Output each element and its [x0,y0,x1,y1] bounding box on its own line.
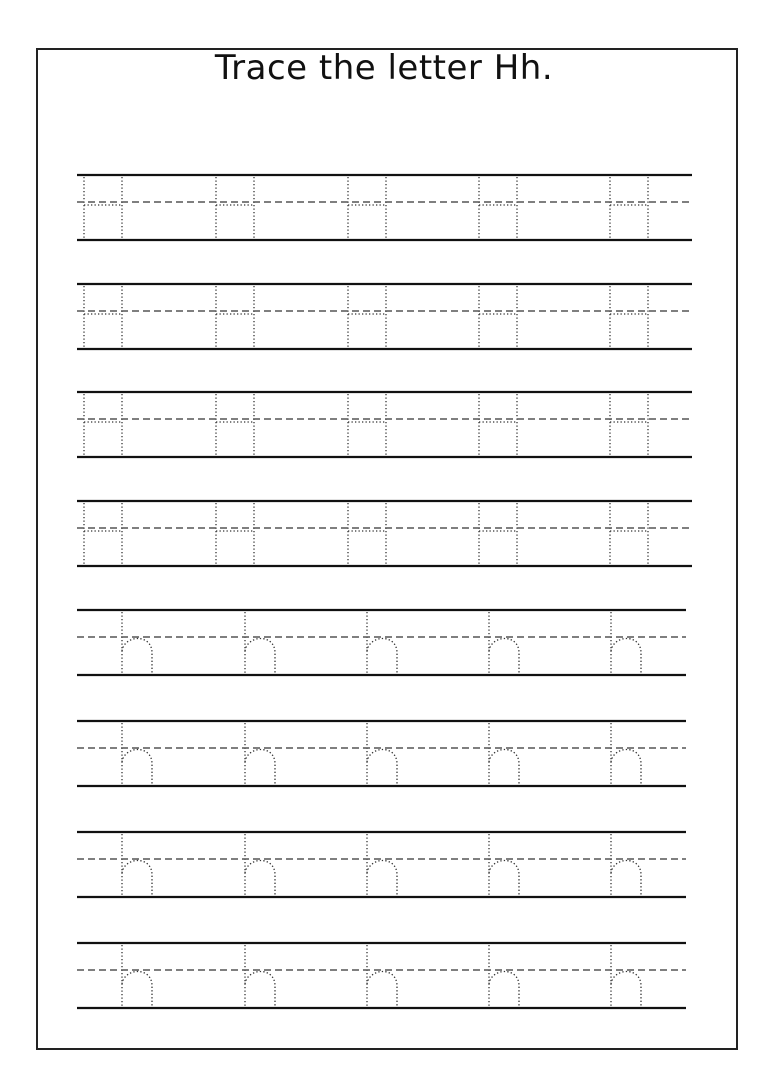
lowercase-row [77,943,686,1008]
uppercase-row [77,175,692,240]
uppercase-row [77,284,692,349]
trace-uppercase-H [216,394,254,455]
trace-lowercase-h [611,612,641,673]
trace-lowercase-h [245,723,275,784]
trace-uppercase-H [479,177,517,238]
trace-lowercase-h [245,612,275,673]
trace-uppercase-H [348,503,386,564]
trace-lowercase-h [367,723,397,784]
trace-uppercase-H [479,394,517,455]
trace-uppercase-H [216,177,254,238]
worksheet-title: Trace the letter Hh. [214,48,554,88]
trace-lowercase-h [489,834,519,895]
trace-lowercase-h [367,612,397,673]
trace-lowercase-h [367,834,397,895]
lowercase-row [77,610,686,675]
trace-uppercase-H [610,394,648,455]
trace-uppercase-H [610,503,648,564]
trace-lowercase-h [245,834,275,895]
trace-lowercase-h [122,945,152,1006]
trace-uppercase-H [610,177,648,238]
trace-uppercase-H [216,286,254,347]
trace-lowercase-h [611,723,641,784]
trace-uppercase-H [348,177,386,238]
trace-uppercase-H [348,286,386,347]
lowercase-row [77,832,686,897]
trace-uppercase-H [348,394,386,455]
trace-uppercase-H [84,286,122,347]
uppercase-row [77,392,692,457]
uppercase-row [77,501,692,566]
trace-uppercase-H [84,394,122,455]
trace-lowercase-h [367,945,397,1006]
trace-lowercase-h [245,945,275,1006]
trace-uppercase-H [610,286,648,347]
trace-lowercase-h [122,612,152,673]
trace-uppercase-H [216,503,254,564]
trace-lowercase-h [489,612,519,673]
trace-uppercase-H [479,286,517,347]
trace-lowercase-h [122,834,152,895]
trace-uppercase-H [479,503,517,564]
trace-lowercase-h [489,945,519,1006]
trace-uppercase-H [84,177,122,238]
trace-lowercase-h [611,834,641,895]
trace-uppercase-H [84,503,122,564]
trace-lowercase-h [611,945,641,1006]
lowercase-row [77,721,686,786]
trace-lowercase-h [489,723,519,784]
trace-lowercase-h [122,723,152,784]
